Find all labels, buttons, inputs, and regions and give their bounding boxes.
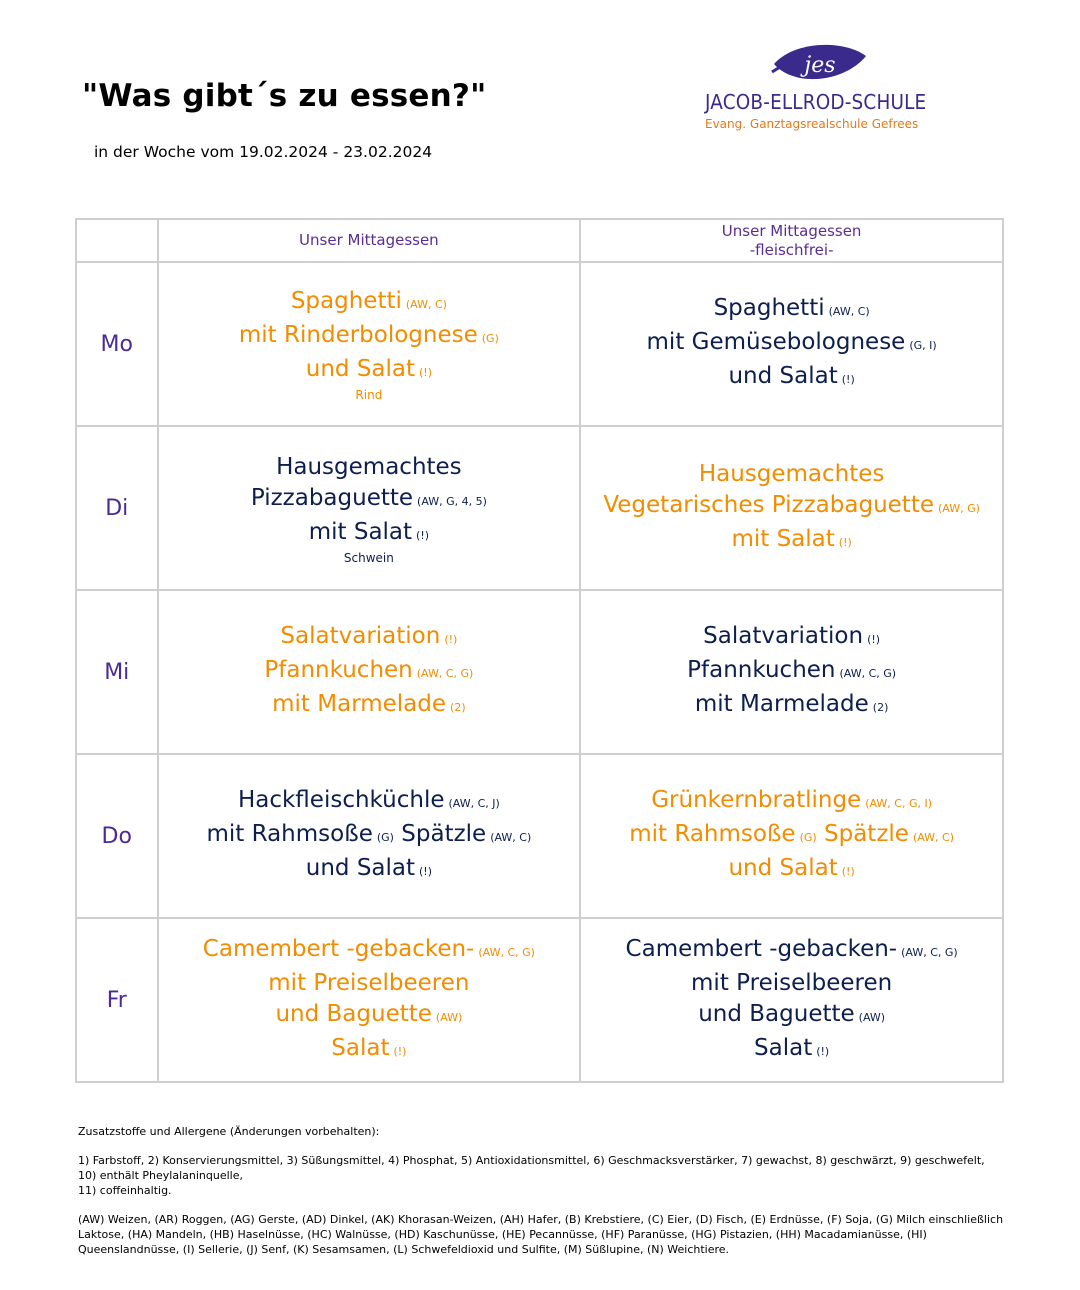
dish-line	[159, 517, 580, 551]
table-row	[76, 262, 1003, 426]
dish-text: mit Marmelade	[694, 691, 869, 717]
dish-text: Spaghetti	[713, 295, 825, 321]
dish-text: Salatvariation	[280, 623, 441, 649]
additive-line: 10) enthält Pheylalaninquelle,	[78, 1169, 243, 1182]
legend-heading: Zusatzstoffe und Allergene (Änderungen vorbehalten):	[78, 1125, 380, 1138]
allergen-code: (!)	[841, 865, 855, 878]
dish-text: und Baguette	[275, 1000, 432, 1027]
dish-text: Salat	[331, 1034, 390, 1061]
dish-line	[159, 621, 580, 655]
dish-text: Spaghetti	[290, 288, 402, 314]
dish-line	[159, 785, 580, 819]
dish-line	[159, 1033, 580, 1067]
dish-text: Salat	[754, 1034, 813, 1061]
dish-line	[581, 361, 1002, 395]
fish-logo-icon	[770, 42, 870, 86]
dish-text: mit Preiselbeeren	[268, 969, 470, 996]
allergen-code: (AW, C)	[490, 831, 532, 844]
dish-line	[159, 655, 580, 689]
allergen-code: (G, I)	[909, 339, 937, 352]
dish-text: und Salat	[728, 363, 838, 389]
dish-line	[581, 293, 1002, 327]
dish-line	[159, 999, 580, 1033]
dish-text: mit Marmelade	[272, 691, 447, 717]
dish-line	[159, 286, 580, 320]
dish-line	[581, 689, 1002, 723]
page-title: "Was gibt´s zu essen?"	[82, 78, 487, 114]
allergen-code: (2)	[450, 701, 466, 714]
dish-line	[159, 354, 580, 388]
dish-line	[581, 785, 1002, 819]
allergen-code: (G)	[799, 831, 817, 844]
dish-text: mit Rahmsoße	[206, 821, 373, 847]
dish-text: mit Preiselbeeren	[691, 969, 893, 996]
dish-text: Salatvariation	[703, 623, 864, 649]
day-label: Do	[76, 754, 158, 918]
dish-line	[581, 490, 1002, 524]
dish-line	[159, 934, 580, 968]
allergen-code: (!)	[444, 633, 458, 646]
allergen-legend	[78, 1124, 1008, 1257]
dish-text: Hackfleischküchle	[237, 787, 445, 813]
logo-mark: jes	[804, 53, 836, 78]
dish-text: und Baguette	[698, 1000, 855, 1027]
school-tagline: Evang. Ganztagsrealschule Gefrees	[705, 117, 919, 131]
dish-text: mit Gemüsebolognese	[646, 329, 906, 355]
additive-line: 11) coffeinhaltig.	[78, 1184, 172, 1197]
allergen-code: (AW, C)	[912, 831, 955, 844]
allergen-code: (AW, G, 4, 5)	[417, 494, 487, 508]
dish-line	[159, 968, 580, 999]
allergen-code: (!)	[816, 1044, 830, 1058]
dish-cell-vegetarian	[580, 426, 1003, 590]
dish-text: Camembert -gebacken-	[202, 935, 475, 962]
day-label: Mi	[76, 590, 158, 754]
dish-line	[581, 327, 1002, 361]
dish-text: Camembert -gebacken-	[625, 935, 898, 962]
dish-cell-vegetarian	[580, 918, 1003, 1082]
dish-text: Grünkernbratlinge	[651, 787, 862, 813]
dish-line	[159, 320, 580, 354]
dish-line	[159, 689, 580, 723]
additive-line: 1) Farbstoff, 2) Konservierungsmittel, 3) Süßungsmittel, 4) Phosphat, 5) Antioxidationsmittel, 6) Geschmacksverstärker, 7) gewachst, 8) geschwärzt, 9) geschwefelt,	[78, 1154, 985, 1167]
dish-line	[581, 621, 1002, 655]
allergen-code: (G)	[376, 831, 394, 844]
allergen-code: (AW, C)	[828, 305, 870, 318]
allergen-code: (!)	[867, 633, 881, 646]
dish-text: und Salat	[305, 356, 416, 382]
dish-line	[581, 968, 1002, 999]
dish-text: und Salat	[728, 855, 838, 881]
allergen-code: (AW, C, G)	[416, 667, 474, 680]
dish-line	[581, 459, 1002, 490]
allergen-code: (AW, C)	[405, 298, 447, 311]
dish-line	[159, 452, 580, 483]
allergen-code: (AW, G)	[938, 501, 980, 515]
dish-cell-vegetarian	[580, 590, 1003, 754]
dish-text: und Salat	[305, 855, 416, 881]
allergen-code: (AW, C, G)	[478, 945, 535, 959]
header-empty-cell	[76, 219, 158, 262]
dish-text: mit Salat	[731, 525, 835, 552]
allergen-code: (2)	[872, 701, 889, 714]
dish-cell-vegetarian	[580, 754, 1003, 918]
dish-text: Pfannkuchen	[264, 657, 413, 683]
allergen-list: (AW) Weizen, (AR) Roggen, (AG) Gerste, (AD) Dinkel, (AK) Khorasan-Weizen, (AH) Hafer, (B) Krebstiere, (C) Eier, (D) Fisch, (E) Erdnüsse, (F) Soja, (G) Milch einschließlich Laktose, (HA) Mandeln, (HB) Haselnüsse, (HC) Walnüsse, (HD) Kaschunüsse, (HE) Pecannüsse, (HF) Paranüsse, (HG) Pistazien, (HH) Macadamianüsse, (HI) Queenslandnüsse, (I) Sellerie, (J) Senf, (K) Sesamsamen, (L) Schwefeldioxid und Sulfite, (M) Süßlupine, (N) Weichtiere.	[78, 1213, 1004, 1256]
menu-table	[75, 218, 1004, 1083]
dish-line	[581, 819, 1002, 853]
day-label: Di	[76, 426, 158, 590]
dish-line	[159, 819, 580, 853]
dish-cell-regular	[158, 590, 581, 754]
dish-line	[581, 853, 1002, 887]
dish-line	[581, 1033, 1002, 1067]
table-row	[76, 918, 1003, 1082]
table-row	[76, 754, 1003, 918]
allergen-code: (!)	[419, 865, 433, 878]
dish-cell-regular	[158, 918, 581, 1082]
header-mittagessen: Unser Mittagessen	[158, 219, 581, 262]
dish-line	[581, 655, 1002, 689]
meat-type-note: Schwein	[343, 550, 394, 565]
allergen-code: (G)	[481, 332, 499, 345]
meat-type-note: Rind	[355, 388, 383, 402]
dish-text: Spätzle	[401, 821, 487, 847]
school-logo	[700, 42, 940, 132]
table-header-row	[76, 219, 1003, 262]
allergen-code: (AW, C, G, I)	[865, 797, 933, 810]
allergen-code: (AW, C, G)	[901, 945, 958, 959]
allergen-code: (!)	[419, 366, 433, 379]
dish-line	[159, 853, 580, 887]
dish-text: mit Rinderbolognese	[238, 322, 478, 348]
dish-text: Spätzle	[824, 821, 909, 847]
dish-line	[581, 524, 1002, 558]
dish-text: mit Rahmsoße	[629, 821, 796, 847]
dish-cell-vegetarian	[580, 262, 1003, 426]
allergen-code: (!)	[841, 373, 855, 386]
day-label: Mo	[76, 262, 158, 426]
school-name: JACOB-ELLROD-SCHULE	[705, 90, 927, 114]
allergen-code: (!)	[416, 528, 430, 542]
allergen-code: (AW, C, J)	[448, 797, 500, 810]
dish-cell-regular	[158, 754, 581, 918]
dish-cell-regular	[158, 262, 581, 426]
table-row	[76, 590, 1003, 754]
dish-text: mit Salat	[308, 518, 413, 545]
dish-cell-regular	[158, 426, 581, 590]
allergen-code: (AW)	[435, 1010, 463, 1024]
allergen-code: (AW)	[858, 1010, 886, 1024]
dish-text: Hausgemachtes	[698, 460, 885, 487]
allergen-code: (AW, C, G)	[839, 667, 897, 680]
week-range: in der Woche vom 19.02.2024 - 23.02.2024	[94, 143, 433, 161]
day-label: Fr	[76, 918, 158, 1082]
allergen-code: (!)	[838, 535, 852, 549]
dish-text: Pizzabaguette	[250, 484, 414, 511]
dish-text: Vegetarisches Pizzabaguette	[603, 491, 934, 518]
dish-text: Hausgemachtes	[276, 453, 462, 480]
allergen-code: (!)	[393, 1044, 407, 1058]
table-row	[76, 426, 1003, 590]
dish-line	[581, 934, 1002, 968]
dish-line	[581, 999, 1002, 1033]
dish-text: Pfannkuchen	[687, 657, 836, 683]
header-mittagessen-fleischfrei: Unser Mittagessen -fleischfrei-	[580, 219, 1003, 262]
dish-line	[159, 483, 580, 517]
